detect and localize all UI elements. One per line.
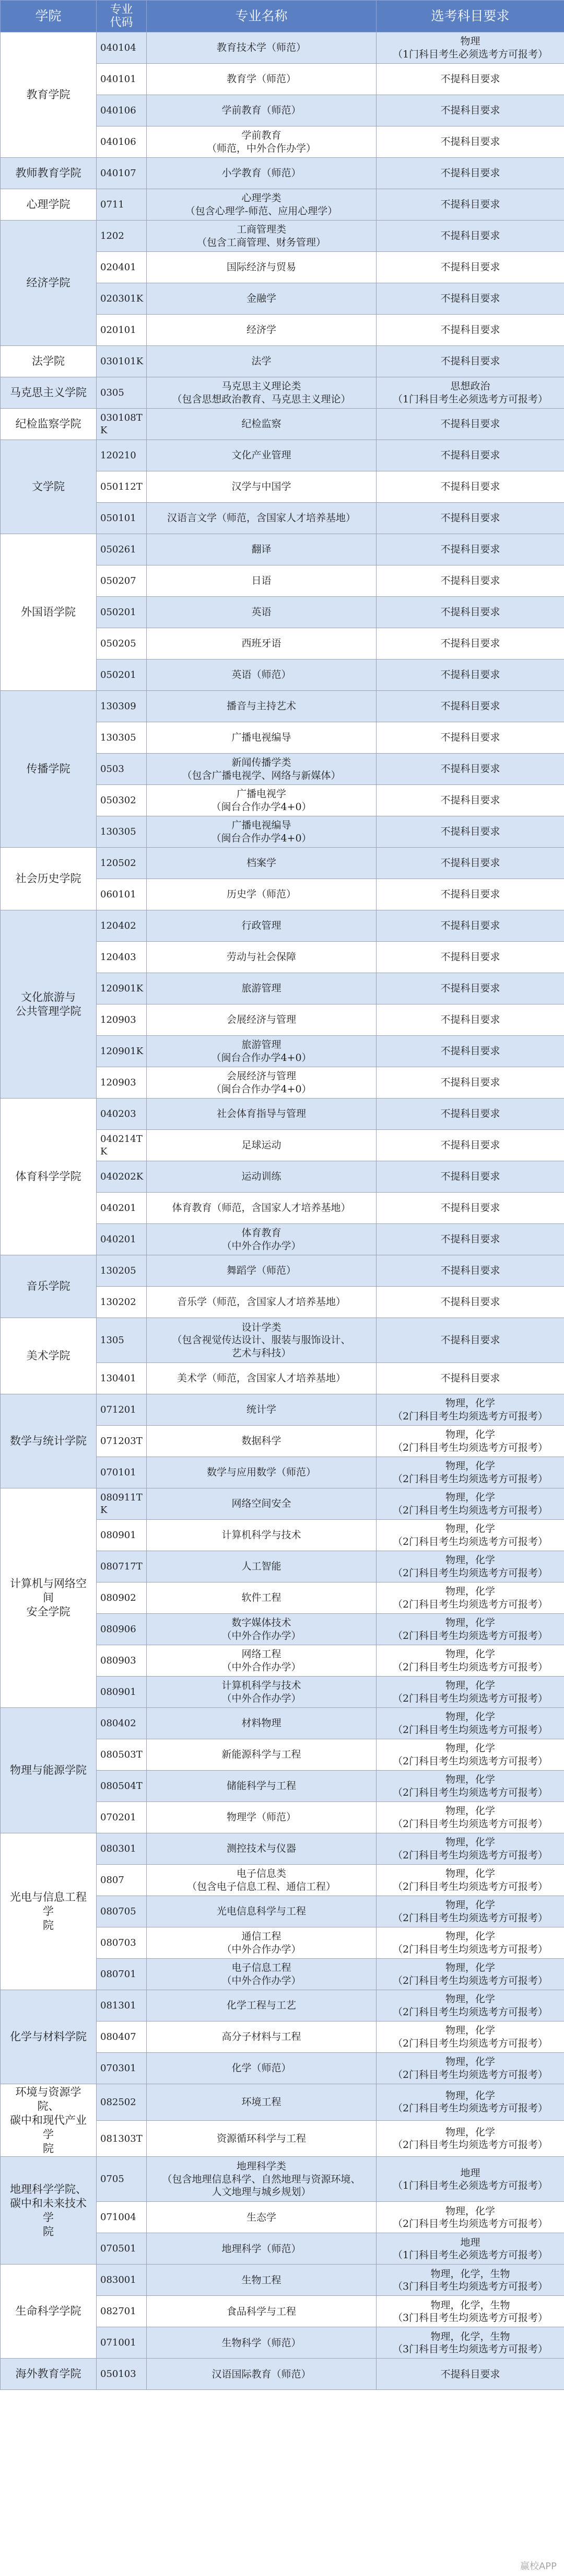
major-name-cell: 计算机科学与技术 xyxy=(147,1520,377,1551)
major-code-cell: 0503 xyxy=(97,754,147,785)
college-cell: 经济学院 xyxy=(1,221,97,346)
major-code-cell: 080906 xyxy=(97,1614,147,1645)
major-name-cell: 通信工程 （中外合作办学） xyxy=(147,1927,377,1959)
major-name-cell: 汉学与中国学 xyxy=(147,471,377,503)
major-name-cell: 电子信息类 （包含电子信息工程、通信工程） xyxy=(147,1865,377,1896)
requirement-cell: 不提科目要求 xyxy=(377,534,564,565)
requirement-cell: 不提科目要求 xyxy=(377,1130,564,1161)
requirement-cell: 物理，化学，生物 （3门科目考生均须选考方可报考） xyxy=(377,2296,564,2327)
major-code-cell: 050302 xyxy=(97,785,147,816)
requirement-cell: 物理，化学 （2门科目考生均须选考方可报考） xyxy=(377,2084,564,2121)
requirement-cell: 物理，化学 （2门科目考生均须选考方可报考） xyxy=(377,1426,564,1457)
table-row xyxy=(1,377,564,409)
requirement-cell: 不提科目要求 xyxy=(377,754,564,785)
requirement-cell: 物理，化学 （2门科目考生均须选考方可报考） xyxy=(377,1833,564,1865)
table-row xyxy=(1,440,564,471)
requirement-cell: 不提科目要求 xyxy=(377,942,564,973)
major-name-cell: 储能科学与工程 xyxy=(147,1771,377,1802)
table-row xyxy=(1,221,564,252)
major-code-cell: 070201 xyxy=(97,1802,147,1833)
requirement-cell: 不提科目要求 xyxy=(377,315,564,346)
major-name-cell: 测控技术与仪器 xyxy=(147,1833,377,1865)
requirement-cell: 物理，化学，生物 （3门科目考生均须选考方可报考） xyxy=(377,2327,564,2359)
major-name-cell: 电子信息工程 （中外合作办学） xyxy=(147,1959,377,1990)
major-name-cell: 档案学 xyxy=(147,848,377,879)
college-cell: 化学与材料学院 xyxy=(1,1990,97,2084)
college-cell: 环境与资源学院、 碳中和现代产业学 院 xyxy=(1,2084,97,2157)
major-code-cell: 040101 xyxy=(97,64,147,95)
requirement-cell: 物理，化学 （2门科目考生均须选考方可报考） xyxy=(377,1771,564,1802)
requirement-cell: 不提科目要求 xyxy=(377,1067,564,1099)
table-row xyxy=(1,848,564,879)
major-code-cell: 082701 xyxy=(97,2296,147,2327)
major-code-cell: 120403 xyxy=(97,942,147,973)
major-code-cell: 070301 xyxy=(97,2053,147,2084)
major-code-cell: 071203T xyxy=(97,1426,147,1457)
major-code-cell: 080503T xyxy=(97,1739,147,1771)
requirement-cell: 不提科目要求 xyxy=(377,660,564,691)
major-code-cell: 080301 xyxy=(97,1833,147,1865)
major-name-cell: 劳动与社会保障 xyxy=(147,942,377,973)
major-code-cell: 040214TK xyxy=(97,1130,147,1161)
major-code-cell: 0705 xyxy=(97,2157,147,2202)
table-body xyxy=(1,32,564,2390)
major-name-cell: 网络空间安全 xyxy=(147,1488,377,1520)
major-name-cell: 地理科学（师范） xyxy=(147,2233,377,2265)
table-row xyxy=(1,32,564,64)
major-name-cell: 日语 xyxy=(147,565,377,597)
requirement-cell: 不提科目要求 xyxy=(377,879,564,910)
major-name-cell: 生物科学（师范） xyxy=(147,2327,377,2359)
requirement-cell: 不提科目要求 xyxy=(377,189,564,221)
major-name-cell: 舞蹈学（师范） xyxy=(147,1255,377,1287)
major-name-cell: 汉语言文学（师范，含国家人才培养基地） xyxy=(147,503,377,534)
college-cell: 地理科学学院、 碳中和未来技术学 院 xyxy=(1,2157,97,2265)
major-code-cell: 050201 xyxy=(97,660,147,691)
college-cell: 文化旅游与 公共管理学院 xyxy=(1,910,97,1099)
requirement-cell: 不提科目要求 xyxy=(377,95,564,126)
header-college: 学院 xyxy=(1,1,97,32)
major-name-cell: 食品科学与工程 xyxy=(147,2296,377,2327)
requirement-cell: 物理，化学 （2门科目考生均须选考方可报考） xyxy=(377,2053,564,2084)
major-name-cell: 高分子材料与工程 xyxy=(147,2021,377,2053)
major-name-cell: 经济学 xyxy=(147,315,377,346)
major-code-cell: 083001 xyxy=(97,2265,147,2296)
major-name-cell: 材料物理 xyxy=(147,1708,377,1739)
major-code-cell: 080504T xyxy=(97,1771,147,1802)
college-cell: 数学与统计学院 xyxy=(1,1394,97,1488)
requirement-cell: 不提科目要求 xyxy=(377,973,564,1004)
college-cell: 马克思主义学院 xyxy=(1,377,97,409)
major-name-cell: 会展经济与管理 （闽台合作办学4+0） xyxy=(147,1067,377,1099)
table-header-row xyxy=(1,1,564,32)
college-cell: 文学院 xyxy=(1,440,97,534)
table-row xyxy=(1,910,564,942)
requirement-cell: 物理，化学 （2门科目考生均须选考方可报考） xyxy=(377,1990,564,2021)
major-name-cell: 运动训练 xyxy=(147,1161,377,1193)
college-cell: 社会历史学院 xyxy=(1,848,97,910)
major-name-cell: 汉语国际教育（师范） xyxy=(147,2359,377,2390)
requirement-cell: 不提科目要求 xyxy=(377,2359,564,2390)
table-row xyxy=(1,2084,564,2121)
requirement-cell: 不提科目要求 xyxy=(377,440,564,471)
major-name-cell: 生物工程 xyxy=(147,2265,377,2296)
major-code-cell: 040203 xyxy=(97,1099,147,1130)
college-cell: 美术学院 xyxy=(1,1318,97,1394)
major-name-cell: 广播电视学 （闽台合作办学4+0） xyxy=(147,785,377,816)
table-row xyxy=(1,346,564,377)
major-code-cell: 130309 xyxy=(97,691,147,722)
major-name-cell: 足球运动 xyxy=(147,1130,377,1161)
college-cell: 海外教育学院 xyxy=(1,2359,97,2390)
requirement-cell: 物理，化学 （2门科目考生均须选考方可报考） xyxy=(377,1582,564,1614)
major-name-cell: 学前教育 （师范，中外合作办学） xyxy=(147,126,377,158)
requirement-cell: 物理，化学 （2门科目考生均须选考方可报考） xyxy=(377,1927,564,1959)
college-cell: 体育科学学院 xyxy=(1,1099,97,1255)
table-row xyxy=(1,1488,564,1520)
major-code-cell: 030101K xyxy=(97,346,147,377)
requirement-cell: 不提科目要求 xyxy=(377,1036,564,1067)
table-row xyxy=(1,2359,564,2390)
major-code-cell: 030108TK xyxy=(97,409,147,440)
requirement-cell: 物理，化学 （2门科目考生均须选考方可报考） xyxy=(377,1677,564,1708)
requirement-cell: 不提科目要求 xyxy=(377,1255,564,1287)
major-code-cell: 020301K xyxy=(97,283,147,315)
requirement-cell: 物理，化学 （2门科目考生均须选考方可报考） xyxy=(377,2021,564,2053)
major-name-cell: 资源循环科学与工程 xyxy=(147,2120,377,2157)
major-code-cell: 070501 xyxy=(97,2233,147,2265)
major-name-cell: 广播电视编导 （闽台合作办学4+0） xyxy=(147,816,377,848)
table-row xyxy=(1,2157,564,2202)
major-name-cell: 数据科学 xyxy=(147,1426,377,1457)
major-name-cell: 数学与应用数学（师范） xyxy=(147,1457,377,1488)
major-code-cell: 130401 xyxy=(97,1363,147,1394)
major-name-cell: 播音与主持艺术 xyxy=(147,691,377,722)
major-code-cell: 1202 xyxy=(97,221,147,252)
major-name-cell: 学前教育（师范） xyxy=(147,95,377,126)
major-code-cell: 081301 xyxy=(97,1990,147,2021)
major-name-cell: 西班牙语 xyxy=(147,628,377,660)
major-name-cell: 网络工程 （中外合作办学） xyxy=(147,1645,377,1677)
major-code-cell: 130305 xyxy=(97,722,147,754)
college-cell: 物理与能源学院 xyxy=(1,1708,97,1833)
major-code-cell: 120901K xyxy=(97,973,147,1004)
requirement-cell: 不提科目要求 xyxy=(377,1004,564,1036)
college-cell: 心理学院 xyxy=(1,189,97,221)
requirement-cell: 不提科目要求 xyxy=(377,64,564,95)
requirement-cell: 不提科目要求 xyxy=(377,722,564,754)
major-name-cell: 广播电视编导 xyxy=(147,722,377,754)
major-code-cell: 020101 xyxy=(97,315,147,346)
requirement-cell: 不提科目要求 xyxy=(377,1099,564,1130)
college-cell: 生命科学学院 xyxy=(1,2265,97,2359)
requirement-cell: 不提科目要求 xyxy=(377,848,564,879)
requirement-cell: 不提科目要求 xyxy=(377,1318,564,1363)
requirement-cell: 地理 （1门科目考生必须选考方可报考） xyxy=(377,2233,564,2265)
table-row xyxy=(1,2265,564,2296)
requirement-cell: 物理，化学 （2门科目考生均须选考方可报考） xyxy=(377,2120,564,2157)
major-name-cell: 心理学类 （包含心理学-师范、应用心理学） xyxy=(147,189,377,221)
table-row xyxy=(1,691,564,722)
major-name-cell: 纪检监察 xyxy=(147,409,377,440)
table-row xyxy=(1,189,564,221)
requirement-cell: 不提科目要求 xyxy=(377,1161,564,1193)
requirement-cell: 不提科目要求 xyxy=(377,158,564,189)
major-code-cell: 120502 xyxy=(97,848,147,879)
major-code-cell: 080903 xyxy=(97,1645,147,1677)
requirement-cell: 不提科目要求 xyxy=(377,346,564,377)
requirement-cell: 物理，化学 （2门科目考生均须选考方可报考） xyxy=(377,1457,564,1488)
major-code-cell: 0711 xyxy=(97,189,147,221)
major-code-cell: 071004 xyxy=(97,2202,147,2233)
major-name-cell: 文化产业管理 xyxy=(147,440,377,471)
major-name-cell: 化学工程与工艺 xyxy=(147,1990,377,2021)
major-name-cell: 光电信息科学与工程 xyxy=(147,1896,377,1927)
requirement-cell: 地理 （1门科目考生必须选考方可报考） xyxy=(377,2157,564,2202)
major-code-cell: 130305 xyxy=(97,816,147,848)
major-code-cell: 0807 xyxy=(97,1865,147,1896)
major-code-cell: 040202K xyxy=(97,1161,147,1193)
major-name-cell: 新闻传播学类 （包含广播电视学、网络与新媒体） xyxy=(147,754,377,785)
major-name-cell: 会展经济与管理 xyxy=(147,1004,377,1036)
major-code-cell: 050112T xyxy=(97,471,147,503)
major-name-cell: 化学（师范） xyxy=(147,2053,377,2084)
header-major: 专业名称 xyxy=(147,1,377,32)
major-code-cell: 120901K xyxy=(97,1036,147,1067)
major-name-cell: 工商管理类 （包含工商管理、财务管理） xyxy=(147,221,377,252)
major-code-cell: 080717T xyxy=(97,1551,147,1582)
major-code-cell: 050207 xyxy=(97,565,147,597)
major-code-cell: 130205 xyxy=(97,1255,147,1287)
major-code-cell: 080703 xyxy=(97,1927,147,1959)
table-row xyxy=(1,158,564,189)
major-name-cell: 统计学 xyxy=(147,1394,377,1426)
requirement-cell: 物理，化学 （2门科目考生均须选考方可报考） xyxy=(377,1614,564,1645)
table-row xyxy=(1,1255,564,1287)
major-name-cell: 音乐学（师范，含国家人才培养基地） xyxy=(147,1287,377,1318)
college-cell: 光电与信息工程学 院 xyxy=(1,1833,97,1990)
major-name-cell: 体育教育 （中外合作办学） xyxy=(147,1224,377,1255)
table-row xyxy=(1,1099,564,1130)
requirement-cell: 物理 （1门科目考生必须选考方可报考） xyxy=(377,32,564,64)
major-code-cell: 080901 xyxy=(97,1677,147,1708)
major-name-cell: 人工智能 xyxy=(147,1551,377,1582)
major-name-cell: 设计学类 （包含视觉传达设计、服装与服饰设计、 艺术与科技） xyxy=(147,1318,377,1363)
major-name-cell: 翻译 xyxy=(147,534,377,565)
major-code-cell: 120402 xyxy=(97,910,147,942)
requirement-cell: 不提科目要求 xyxy=(377,1287,564,1318)
requirement-cell: 物理，化学 （2门科目考生均须选考方可报考） xyxy=(377,1520,564,1551)
college-cell: 教育学院 xyxy=(1,32,97,158)
table-row xyxy=(1,409,564,440)
major-code-cell: 040106 xyxy=(97,126,147,158)
requirement-cell: 物理，化学 （2门科目考生均须选考方可报考） xyxy=(377,1896,564,1927)
requirement-cell: 物理，化学 （2门科目考生均须选考方可报考） xyxy=(377,2202,564,2233)
major-name-cell: 地理科学类 （包含地理信息科学、自然地理与资源环境、 人文地理与城乡规划） xyxy=(147,2157,377,2202)
major-code-cell: 050261 xyxy=(97,534,147,565)
major-code-cell: 040104 xyxy=(97,32,147,64)
major-code-cell: 0305 xyxy=(97,377,147,409)
requirement-cell: 不提科目要求 xyxy=(377,252,564,283)
major-name-cell: 旅游管理 xyxy=(147,973,377,1004)
major-name-cell: 教育技术学（师范） xyxy=(147,32,377,64)
requirement-cell: 不提科目要求 xyxy=(377,503,564,534)
requirement-cell: 不提科目要求 xyxy=(377,409,564,440)
college-cell: 音乐学院 xyxy=(1,1255,97,1318)
major-code-cell: 040201 xyxy=(97,1193,147,1224)
major-name-cell: 英语 xyxy=(147,597,377,628)
requirement-cell: 物理，化学 （2门科目考生均须选考方可报考） xyxy=(377,1488,564,1520)
college-cell: 外国语学院 xyxy=(1,534,97,691)
major-code-cell: 070101 xyxy=(97,1457,147,1488)
requirement-cell: 物理，化学 （2门科目考生均须选考方可报考） xyxy=(377,1865,564,1896)
requirement-cell: 物理，化学，生物 （3门科目考生均须选考方可报考） xyxy=(377,2265,564,2296)
table-row xyxy=(1,1990,564,2021)
major-code-cell: 040107 xyxy=(97,158,147,189)
header-code: 专业 代码 xyxy=(97,1,147,32)
requirement-cell: 不提科目要求 xyxy=(377,691,564,722)
requirement-cell: 不提科目要求 xyxy=(377,1224,564,1255)
major-code-cell: 120210 xyxy=(97,440,147,471)
header-requirement: 选考科目要求 xyxy=(377,1,564,32)
requirement-cell: 不提科目要求 xyxy=(377,126,564,158)
requirement-cell: 不提科目要求 xyxy=(377,785,564,816)
major-name-cell: 英语（师范） xyxy=(147,660,377,691)
major-code-cell: 050103 xyxy=(97,2359,147,2390)
major-code-cell: 080407 xyxy=(97,2021,147,2053)
major-name-cell: 数字媒体技术 （中外合作办学） xyxy=(147,1614,377,1645)
major-code-cell: 050205 xyxy=(97,628,147,660)
major-code-cell: 080701 xyxy=(97,1959,147,1990)
major-code-cell: 130202 xyxy=(97,1287,147,1318)
major-name-cell: 生态学 xyxy=(147,2202,377,2233)
major-code-cell: 050101 xyxy=(97,503,147,534)
watermark-text: 赢校APP xyxy=(520,2561,557,2572)
table-row xyxy=(1,1833,564,1865)
college-cell: 计算机与网络空间 安全学院 xyxy=(1,1488,97,1708)
major-name-cell: 旅游管理 （闽台合作办学4+0） xyxy=(147,1036,377,1067)
major-name-cell: 历史学（师范） xyxy=(147,879,377,910)
major-code-cell: 120903 xyxy=(97,1067,147,1099)
major-name-cell: 社会体育指导与管理 xyxy=(147,1099,377,1130)
major-name-cell: 国际经济与贸易 xyxy=(147,252,377,283)
requirement-cell: 不提科目要求 xyxy=(377,221,564,252)
major-code-cell: 040106 xyxy=(97,95,147,126)
major-name-cell: 金融学 xyxy=(147,283,377,315)
college-cell: 纪检监察学院 xyxy=(1,409,97,440)
requirement-cell: 不提科目要求 xyxy=(377,471,564,503)
requirement-cell: 不提科目要求 xyxy=(377,597,564,628)
requirement-cell: 物理，化学 （2门科目考生均须选考方可报考） xyxy=(377,1708,564,1739)
requirement-cell: 不提科目要求 xyxy=(377,910,564,942)
major-code-cell: 020401 xyxy=(97,252,147,283)
requirement-cell: 不提科目要求 xyxy=(377,1193,564,1224)
requirement-cell: 物理，化学 （2门科目考生均须选考方可报考） xyxy=(377,1959,564,1990)
table-row xyxy=(1,1394,564,1426)
major-name-cell: 教育学（师范） xyxy=(147,64,377,95)
requirement-cell: 不提科目要求 xyxy=(377,628,564,660)
major-code-cell: 050201 xyxy=(97,597,147,628)
requirement-cell: 不提科目要求 xyxy=(377,565,564,597)
requirement-cell: 物理，化学 （2门科目考生均须选考方可报考） xyxy=(377,1739,564,1771)
major-name-cell: 美术学（师范，含国家人才培养基地） xyxy=(147,1363,377,1394)
major-name-cell: 小学教育（师范） xyxy=(147,158,377,189)
major-code-cell: 071001 xyxy=(97,2327,147,2359)
major-name-cell: 法学 xyxy=(147,346,377,377)
college-cell: 教师教育学院 xyxy=(1,158,97,189)
major-code-cell: 080402 xyxy=(97,1708,147,1739)
requirement-cell: 物理，化学 （2门科目考生均须选考方可报考） xyxy=(377,1551,564,1582)
major-name-cell: 环境工程 xyxy=(147,2084,377,2121)
major-name-cell: 计算机科学与技术 （中外合作办学） xyxy=(147,1677,377,1708)
college-cell: 传播学院 xyxy=(1,691,97,848)
major-code-cell: 060101 xyxy=(97,879,147,910)
requirement-cell: 思想政治 （1门科目考生必须选考方可报考） xyxy=(377,377,564,409)
major-name-cell: 软件工程 xyxy=(147,1582,377,1614)
major-code-cell: 1305 xyxy=(97,1318,147,1363)
requirement-cell: 不提科目要求 xyxy=(377,816,564,848)
major-code-cell: 080901 xyxy=(97,1520,147,1551)
table-row xyxy=(1,1708,564,1739)
requirement-cell: 物理，化学 （2门科目考生均须选考方可报考） xyxy=(377,1394,564,1426)
major-code-cell: 080911TK xyxy=(97,1488,147,1520)
major-code-cell: 082502 xyxy=(97,2084,147,2121)
major-name-cell: 新能源科学与工程 xyxy=(147,1739,377,1771)
table-row xyxy=(1,1318,564,1363)
major-code-cell: 080705 xyxy=(97,1896,147,1927)
requirement-cell: 不提科目要求 xyxy=(377,1363,564,1394)
major-code-cell: 071201 xyxy=(97,1394,147,1426)
major-code-cell: 081303T xyxy=(97,2120,147,2157)
major-code-cell: 120903 xyxy=(97,1004,147,1036)
table-row xyxy=(1,534,564,565)
major-name-cell: 体育教育（师范，含国家人才培养基地） xyxy=(147,1193,377,1224)
major-name-cell: 马克思主义理论类 （包含思想政治教育、马克思主义理论） xyxy=(147,377,377,409)
major-code-cell: 080902 xyxy=(97,1582,147,1614)
college-cell: 法学院 xyxy=(1,346,97,377)
requirement-cell: 物理，化学 （2门科目考生均须选考方可报考） xyxy=(377,1645,564,1677)
major-code-cell: 040201 xyxy=(97,1224,147,1255)
major-name-cell: 行政管理 xyxy=(147,910,377,942)
major-name-cell: 物理学（师范） xyxy=(147,1802,377,1833)
requirement-cell: 物理，化学 （2门科目考生均须选考方可报考） xyxy=(377,1802,564,1833)
requirement-cell: 不提科目要求 xyxy=(377,283,564,315)
